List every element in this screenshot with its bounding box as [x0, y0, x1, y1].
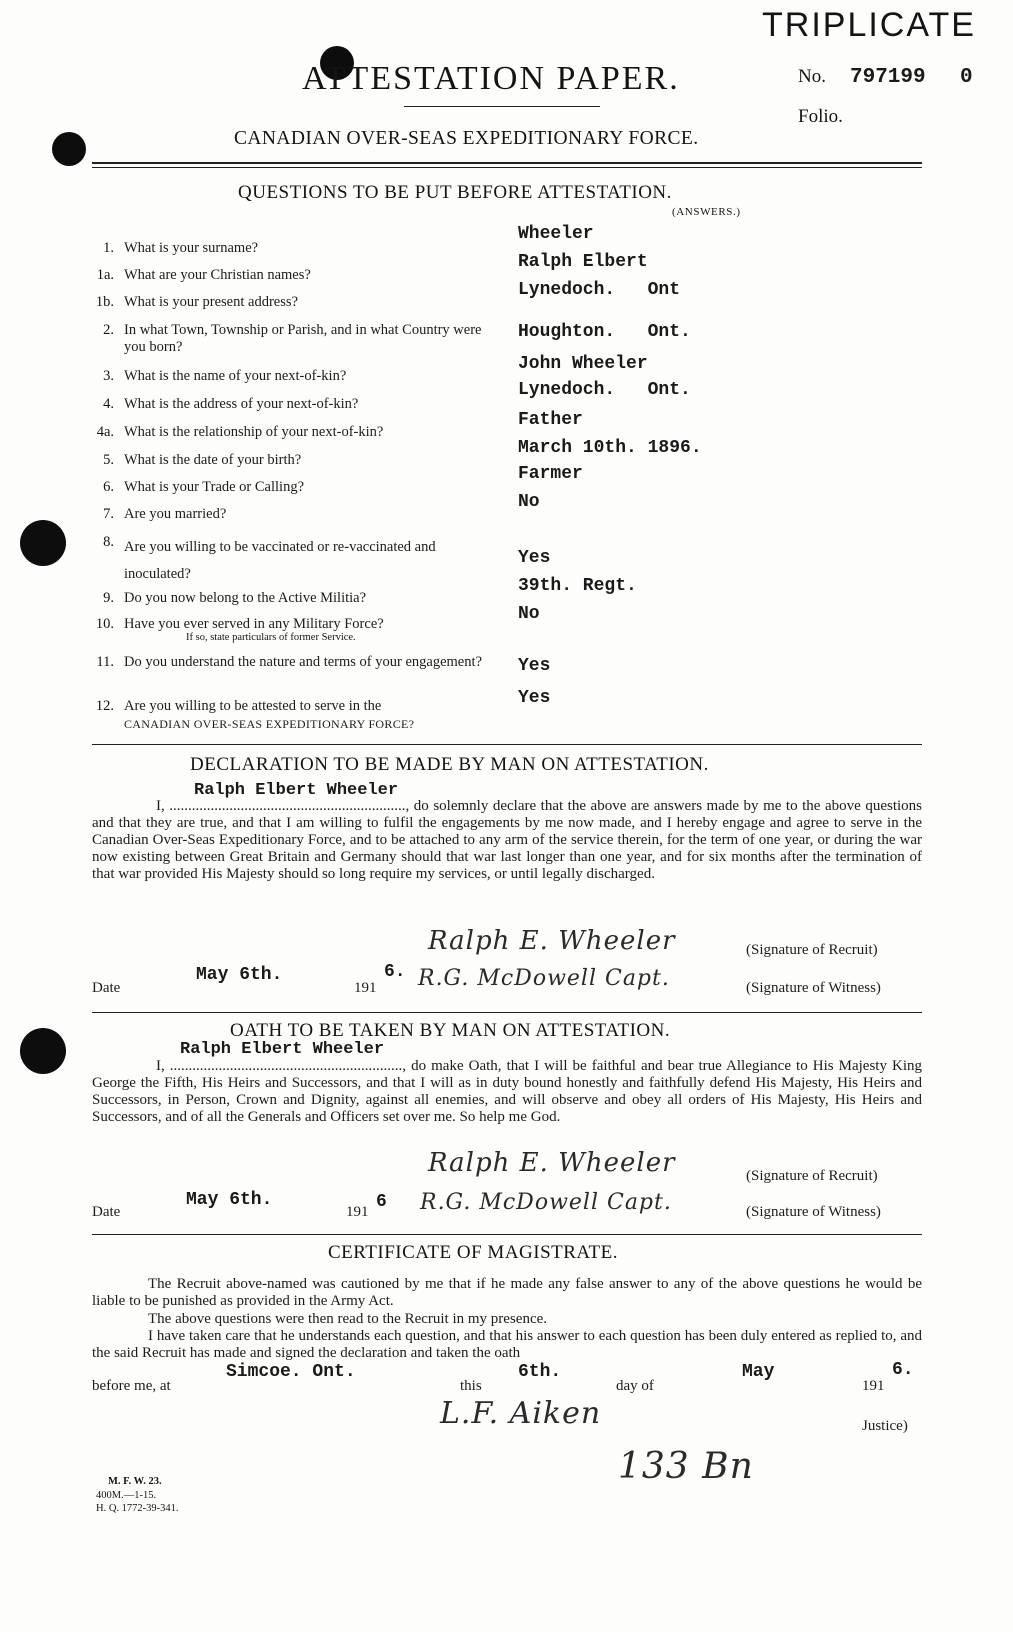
- footer-print-run: 400M.—1-15.: [96, 1490, 157, 1501]
- question-number: 11.: [96, 654, 114, 670]
- answer-vaccinated: Yes: [518, 548, 551, 568]
- answer-birth-date: March 10th. 1896.: [518, 438, 702, 458]
- answer-militia: 39th. Regt.: [518, 576, 637, 596]
- questions-heading: QUESTIONS TO BE PUT BEFORE ATTESTATION.: [238, 182, 672, 203]
- question-number: 6.: [103, 479, 114, 495]
- question-number: 1b.: [95, 294, 114, 310]
- declaration-year-prefix: 191: [354, 980, 377, 996]
- question-number: 10.: [95, 616, 114, 632]
- question-note: If so, state particulars of former Service.: [186, 632, 356, 643]
- declaration-recruit-signature: Ralph E. Wheeler: [428, 926, 676, 956]
- question-number: 3.: [103, 368, 114, 384]
- header-rule-1: [92, 162, 922, 164]
- answers-label: (ANSWERS.): [672, 206, 741, 218]
- question-text: What is the date of your birth?: [124, 452, 302, 468]
- oath-recruit-label: (Signature of Recruit): [746, 1168, 878, 1184]
- answer-present-address: Lynedoch. Ont: [518, 280, 681, 300]
- answer-married: No: [518, 492, 540, 512]
- page-title: ATTESTATION PAPER.: [302, 60, 680, 97]
- question-text: What is your present address?: [124, 294, 298, 310]
- oath-witness-label: (Signature of Witness): [746, 1204, 881, 1220]
- question-text: What is the name of your next-of-kin?: [124, 368, 347, 384]
- answer-kin-address: Lynedoch. Ont.: [518, 380, 691, 400]
- questions-rule: [92, 744, 922, 745]
- declaration-text: I, ..............................................................., do solemnly declare that the above are answers made by me to the above questions and that they are true, and that I am willing to fulfil the engagements by me now made, and I hereby engage and agree to serve in the Canadian Over-Seas Expeditionary Force, and to be attached to any arm of the service therein, for the term of one year, or during the war now existing between Great Britain and Germany should that war last longer than one year, and for six months after the termination of that war provided His Majesty should so long require my services, or until legally discharged.: [92, 798, 922, 882]
- question-text: What is your surname?: [124, 240, 259, 256]
- question-text: What is the address of your next-of-kin?: [124, 396, 359, 412]
- answer-kin-relationship: Father: [518, 410, 583, 430]
- answer-trade: Farmer: [518, 464, 583, 484]
- question-number: 7.: [103, 506, 114, 522]
- header-rule-2: [92, 167, 922, 168]
- punch-hole-left-top: [52, 132, 86, 166]
- declaration-date-value: May 6th.: [196, 965, 283, 985]
- regimental-number: 797199: [850, 66, 926, 89]
- question-number: 8.: [103, 534, 114, 550]
- certificate-day-of-label: day of: [616, 1378, 654, 1394]
- certificate-place: Simcoe. Ont.: [226, 1362, 356, 1382]
- question-text: Are you willing to be vaccinated or re-vaccinated and inoculated?: [124, 539, 436, 582]
- question-number: 9.: [103, 590, 114, 606]
- oath-date-value: May 6th.: [186, 1190, 273, 1210]
- oath-date-label: Date: [92, 1204, 121, 1220]
- certificate-day: 6th.: [518, 1362, 562, 1382]
- oath-rule: [92, 1234, 922, 1235]
- declaration-date-label: Date: [92, 980, 121, 996]
- certificate-this-label: this: [460, 1378, 482, 1394]
- declaration-recruit-label: (Signature of Recruit): [746, 942, 878, 958]
- oath-year-prefix: 191: [346, 1204, 369, 1220]
- magistrate-label: Justice): [862, 1418, 908, 1434]
- certificate-para-1: The Recruit above-named was cautioned by me that if he made any false answer to any of the above questions he would be liable to be punished as provided in the Army Act.: [92, 1276, 922, 1309]
- question-text: In what Town, Township or Parish, and in what Country were you born?: [124, 322, 482, 355]
- certificate-year-suffix: 6.: [892, 1360, 914, 1380]
- certificate-year-prefix: 191: [862, 1378, 885, 1394]
- footer-hq-reference: H. Q. 1772-39-341.: [96, 1503, 179, 1514]
- certificate-heading: CERTIFICATE OF MAGISTRATE.: [328, 1242, 619, 1263]
- number-suffix: 0: [960, 66, 973, 89]
- declaration-heading: DECLARATION TO BE MADE BY MAN ON ATTESTATION.: [190, 754, 709, 775]
- answer-next-of-kin: John Wheeler: [518, 354, 648, 374]
- declaration-witness-signature: R.G. McDowell Capt.: [418, 966, 670, 991]
- declaration-year-suffix: 6.: [384, 962, 406, 982]
- answer-willing-to-serve: Yes: [518, 688, 551, 708]
- oath-heading: OATH TO BE TAKEN BY MAN ON ATTESTATION.: [230, 1020, 671, 1041]
- answer-birthplace: Houghton. Ont.: [518, 322, 691, 342]
- answer-military-service: No: [518, 604, 540, 624]
- question-number: 4.: [103, 396, 114, 412]
- question-number: 1.: [103, 240, 114, 256]
- question-text: Do you understand the nature and terms of your engagement?: [124, 654, 482, 670]
- question-text: Do you now belong to the Active Militia?: [124, 590, 367, 606]
- force-name: CANADIAN OVER-SEAS EXPEDITIONARY FORCE.: [234, 128, 699, 149]
- certificate-para-3: I have taken care that he understands each question, and that his answer to each question has been duly entered as replied to, and the said Recruit has made and signed the declaration and taken the oath: [92, 1328, 922, 1361]
- question-text: What are your Christian names?: [124, 267, 311, 283]
- question-number: 2.: [103, 322, 114, 338]
- question-text: Are you married?: [124, 506, 227, 522]
- oath-year-suffix: 6: [376, 1192, 387, 1212]
- magistrate-signature: L.F. Aiken: [440, 1396, 602, 1431]
- punch-hole-left-mid: [20, 520, 66, 566]
- footer-form-number: M. F. W. 23.: [108, 1476, 162, 1487]
- question-number: 4a.: [96, 424, 114, 440]
- title-rule: [404, 106, 600, 107]
- question-text: Are you willing to be attested to serve in the: [124, 698, 382, 714]
- answer-understands-terms: Yes: [518, 656, 551, 676]
- certificate-month: May: [742, 1362, 775, 1382]
- certificate-para-2: The above questions were then read to the Recruit in my presence.: [148, 1311, 548, 1327]
- oath-recruit-signature: Ralph E. Wheeler: [428, 1148, 676, 1178]
- question-text: What is the relationship of your next-of-kin?: [124, 424, 384, 440]
- question-text: What is your Trade or Calling?: [124, 479, 305, 495]
- triplicate-stamp: TRIPLICATE: [762, 6, 976, 44]
- declaration-witness-label: (Signature of Witness): [746, 980, 881, 996]
- regiment-note: 133 Bn: [618, 1446, 754, 1487]
- punch-hole-left-low: [20, 1028, 66, 1074]
- oath-text: I, .............................................................., do make Oath, that I will be faithful and bear true Allegiance to His Majesty King George the Fifth, His Heirs and Successors, and that I will as in duty bound honestly and faithfully defend His Majesty, His Heirs and Successors, in Person, Crown and Dignity, against all enemies, and will observe and obey all orders of His Majesty, His Heirs and Successors, and of all the Generals and Officers set over me. So help me God.: [92, 1058, 922, 1125]
- number-label: No.: [798, 66, 826, 87]
- answer-surname: Wheeler: [518, 224, 594, 244]
- question-number: 5.: [103, 452, 114, 468]
- question-number: 1a.: [96, 267, 114, 283]
- question-number: 12.: [95, 698, 114, 714]
- question-text-line2: CANADIAN OVER-SEAS EXPEDITIONARY FORCE?: [124, 717, 415, 731]
- certificate-before-label: before me, at: [92, 1378, 171, 1394]
- oath-name: Ralph Elbert Wheeler: [180, 1040, 385, 1059]
- question-text: Have you ever served in any Military Force?: [124, 616, 384, 632]
- declaration-rule: [92, 1012, 922, 1013]
- declaration-name: Ralph Elbert Wheeler: [194, 781, 399, 800]
- folio-label: Folio.: [798, 106, 843, 127]
- answer-christian-names: Ralph Elbert: [518, 252, 648, 272]
- oath-witness-signature: R.G. McDowell Capt.: [420, 1190, 672, 1215]
